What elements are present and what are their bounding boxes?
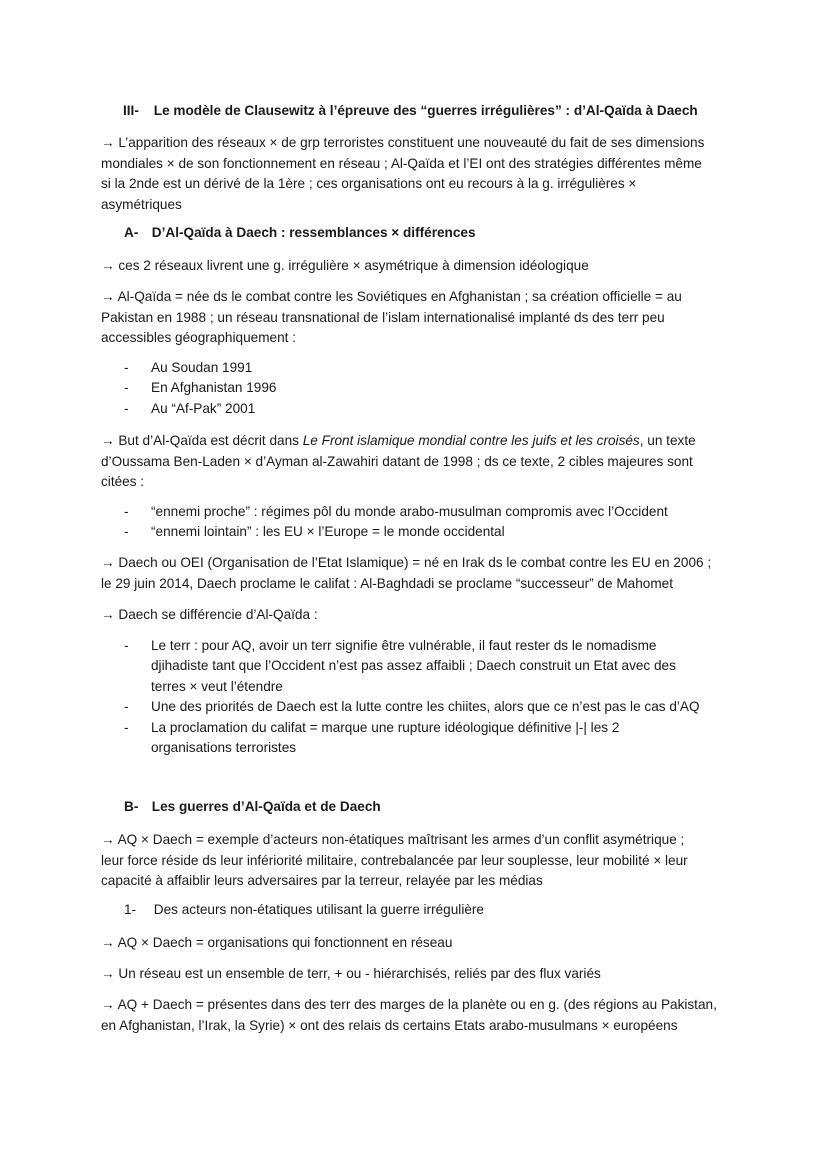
text-line: citées : xyxy=(101,474,145,489)
list-item-text: terres × veut l’étendre xyxy=(151,678,283,694)
paragraph-b4 xyxy=(101,995,741,1036)
text-line xyxy=(101,431,741,452)
text-line: en Afghanistan, l’Irak, la Syrie) × ont des relais ds certains Etats arabo-musulmans × européens xyxy=(101,1017,678,1033)
text-line: → Daech ou OEI (Organisation de l’Etat Islamique) = né en Irak ds le combat contre les EU en 2006 ; xyxy=(101,555,712,570)
text-run: → But d’Al-Qaïda est décrit dans xyxy=(101,433,303,448)
section-heading-B xyxy=(124,799,381,814)
text-line: → ces 2 réseaux livrent une g. irrégulière × asymétrique à dimension idéologique xyxy=(101,258,589,273)
text-line: leur force réside ds leur infériorité militaire, contrebalancée par leur souplesse, leur mobilité × leur xyxy=(101,852,688,868)
list-al-qaida-locations xyxy=(124,358,744,419)
text-line: capacité à affaiblir leurs adversaires par la terreur, relayée par les médias xyxy=(101,873,543,888)
list-item-text: La proclamation du califat = marque une rupture idéologique définitive |-| les 2 xyxy=(151,719,620,735)
list-item-text: Le terr : pour AQ, avoir un terr signifie être vulnérable, il faut rester ds le nomadisme xyxy=(151,638,657,653)
section-title: D’Al-Qaïda à Daech : ressemblances × différences xyxy=(151,225,476,240)
list-item xyxy=(124,718,744,759)
text-line: d’Oussama Ben-Laden × d’Ayman al-Zawahiri datant de 1998 ; ds ce texte, 2 cibles majeures sont xyxy=(101,453,693,469)
text-line: Pakistan en 1988 ; un réseau transnational de l’islam internationalisé implanté ds des terr peu xyxy=(101,309,665,325)
text-line: → AQ × Daech = exemple d’acteurs non-étatiques maîtrisant les armes d’un conflit asymétrique ; xyxy=(101,832,685,847)
text-line: → Un réseau est un ensemble de terr, + ou - hiérarchisés, reliés par des flux variés xyxy=(101,966,601,981)
paragraph-a1 xyxy=(101,256,741,277)
list-differences xyxy=(124,636,744,758)
list-item-text: “ennemi proche” : régimes pôl du monde arabo-musulman compromis avec l’Occident xyxy=(151,504,668,519)
paragraph-b2 xyxy=(101,933,741,954)
list-item xyxy=(124,697,744,717)
intro-paragraph xyxy=(101,133,741,215)
paragraph-a2 xyxy=(101,287,741,349)
section-heading-III xyxy=(123,103,698,118)
list-item xyxy=(124,399,744,419)
section-number: 1- xyxy=(124,902,137,917)
text-line: le 29 juin 2014, Daech proclame le califat : Al-Baghdadi se proclame “successeur” de Mahomet xyxy=(101,575,673,591)
text-line: → AQ + Daech = présentes dans des terr des marges de la planète ou en g. (des régions au Pakistan, xyxy=(101,997,717,1012)
section-heading-A xyxy=(124,225,476,240)
bullet-dash: - xyxy=(124,638,129,653)
list-item xyxy=(124,378,744,398)
bullet-dash: - xyxy=(124,360,129,375)
text-line: mondiales × de son fonctionnement en réseau ; Al-Qaïda et l’EI ont des stratégies différentes même xyxy=(101,155,702,171)
bullet-dash: - xyxy=(124,400,129,416)
list-targets xyxy=(124,502,744,543)
list-item-text: “ennemi lointain” : les EU × l’Europe = le monde occidental xyxy=(151,524,505,540)
section-title: Le modèle de Clausewitz à l’épreuve des “guerres irrégulières” : d’Al-Qaïda à Daech xyxy=(153,103,698,118)
text-line: → L’apparition des réseaux × de grp terroristes constituent une nouveauté du fait de ses dimensions xyxy=(101,135,705,150)
list-item-text: Une des priorités de Daech est la lutte contre les chiites, alors que ce n’est pas le cas d’AQ xyxy=(151,699,700,715)
section-title: Les guerres d’Al-Qaïda et de Daech xyxy=(151,799,381,814)
paragraph-a4 xyxy=(101,553,741,594)
list-item xyxy=(124,522,744,542)
subsection-heading-1 xyxy=(124,902,484,917)
section-number: III- xyxy=(123,103,139,118)
paragraph-b3 xyxy=(101,964,741,985)
text-line: accessibles géographiquement : xyxy=(101,330,296,345)
section-number: B- xyxy=(124,799,139,814)
list-item xyxy=(124,636,744,697)
paragraph-a5 xyxy=(101,605,741,626)
list-item-text: Au “Af-Pak” 2001 xyxy=(151,400,256,416)
paragraph-a3 xyxy=(101,431,741,493)
bullet-dash: - xyxy=(124,524,129,540)
book-title: Le Front islamique mondial contre les juifs et les croisés xyxy=(302,433,640,448)
list-item-text: organisations terroristes xyxy=(151,740,297,756)
bullet-dash: - xyxy=(124,719,129,735)
paragraph-b1 xyxy=(101,830,741,892)
text-run: , un texte xyxy=(639,433,696,448)
text-line: → Daech se différencie d’Al-Qaïda : xyxy=(101,607,318,622)
list-item xyxy=(124,502,744,522)
list-item xyxy=(124,358,744,378)
text-line: → AQ × Daech = organisations qui fonctionnent en réseau xyxy=(101,935,453,950)
text-line: asymétriques xyxy=(101,196,182,212)
list-item-text: djihadiste tant que l’Occident n’est pas assez affaibli ; Daech construit un Etat avec des xyxy=(151,658,676,674)
list-item-text: En Afghanistan 1996 xyxy=(151,380,277,396)
section-title: Des acteurs non-étatiques utilisant la guerre irrégulière xyxy=(153,902,484,917)
list-item-text: Au Soudan 1991 xyxy=(151,360,253,375)
text-line: → Al-Qaïda = née ds le combat contre les Soviétiques en Afghanistan ; sa création officielle = au xyxy=(101,289,682,304)
text-line: si la 2nde est un dérivé de la 1ère ; ces organisations ont eu recours à la g. irrégulières × xyxy=(101,176,637,191)
bullet-dash: - xyxy=(124,699,129,715)
bullet-dash: - xyxy=(124,380,129,396)
bullet-dash: - xyxy=(124,504,129,519)
section-number: A- xyxy=(124,225,139,240)
